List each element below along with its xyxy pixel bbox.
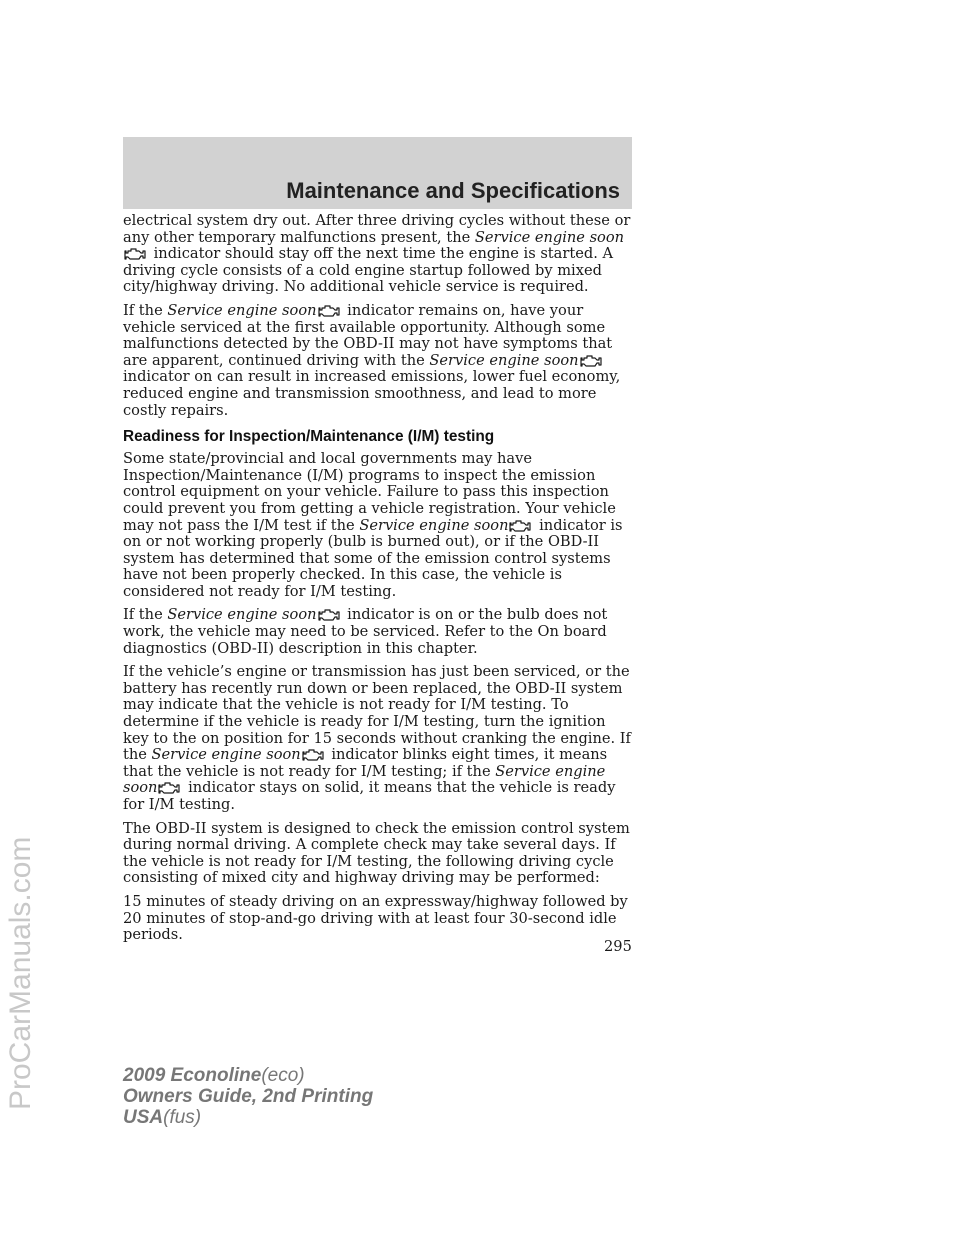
- paragraph-5: If the vehicle’s engine or transmission has just been serviced, or the battery has recently run down or been replaced, the OBD-II system may indicate that the vehicle is not ready for I/M testing. To determine if the vehicle is ready for I/M testing, turn the ignition key to the on position for 15 seconds without cranking the engine. If the Service engine soon indicator blinks eight times, it means that the vehicle is not ready for I/M testing; if the Service engine soon indicator stays on solid, it means that the vehicle is ready for I/M testing.: [123, 663, 631, 813]
- side-watermark: ProCarManuals.com: [4, 836, 37, 1110]
- paragraph-1: electrical system dry out. After three driving cycles without these or any other temporary malfunctions present, the Service engine soon indicator should stay off the next time the engine is started. A driving cycle consists of a cold engine startup followed by mixed city/highway driving. No additional vehicle service is required.: [123, 212, 631, 296]
- section-title: Maintenance and Specifications: [286, 178, 620, 203]
- paragraph-6: The OBD-II system is designed to check the emission control system during normal driving. A complete check may take several days. If the vehicle is not ready for I/M testing, the following driving cycle consisting of mixed city and highway driving may be performed:: [123, 819, 630, 887]
- footer-line-1: 2009 Econoline(eco): [123, 1065, 305, 1086]
- paragraph-7: 15 minutes of steady driving on an expressway/highway followed by 20 minutes of stop-and-go driving with at least four 30-second idle periods.: [123, 892, 628, 944]
- page-number: 295: [604, 938, 632, 955]
- check-engine-icon: [318, 303, 340, 318]
- check-engine-icon: [318, 607, 340, 622]
- check-engine-icon: [158, 780, 180, 795]
- paragraph-3: Some state/provincial and local governments may have Inspection/Maintenance (I/M) programs to inspect the emission control equipment on your vehicle. Failure to pass this inspection could prevent you from getting a vehicle registration. Your vehicle may not pass the I/M test if the Service engine soon indicator is on or not working properly (bulb is burned out), or if the OBD-II system has determined that some of the emission control systems have not been properly checked. In this case, the vehicle is considered not ready for I/M testing.: [123, 450, 623, 600]
- page-content: [123, 213, 635, 951]
- footer: [123, 1065, 373, 1128]
- paragraph-2: If the Service engine soon indicator remains on, have your vehicle serviced at the first available opportunity. Although some malfunctions detected by the OBD-II may not have symptoms that are apparent, continued driving with the Service engine soon indicator on can result in increased emissions, lower fuel economy, reduced engine and transmission smoothness, and lead to more costly repairs.: [123, 301, 621, 419]
- check-engine-icon: [580, 353, 602, 368]
- paragraph-4: If the Service engine soon indicator is on or the bulb does not work, the vehicle may need to be serviced. Refer to the On board diagnostics (OBD-II) description in this chapter.: [123, 606, 608, 657]
- section-header-band: [123, 137, 632, 209]
- check-engine-icon: [509, 518, 531, 533]
- check-engine-icon: [302, 747, 324, 762]
- footer-line-2: Owners Guide, 2nd Printing: [123, 1086, 374, 1107]
- footer-line-3: USA(fus): [123, 1107, 202, 1128]
- check-engine-icon: [124, 246, 146, 261]
- section-heading: Readiness for Inspection/Maintenance (I/M) testing: [123, 428, 495, 446]
